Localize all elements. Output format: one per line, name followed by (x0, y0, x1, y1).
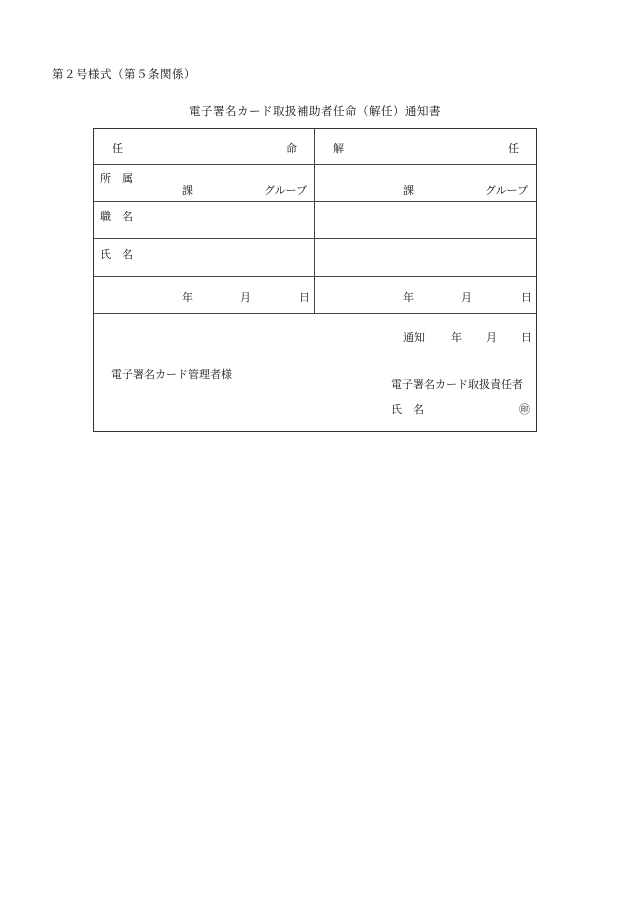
name-row (94, 239, 536, 277)
responsible-person-label: 電子署名カード取扱責任者 (391, 378, 523, 391)
appoint-label-left: 任 (112, 142, 123, 155)
date-appoint-cell[interactable] (94, 277, 315, 313)
document-title: 電子署名カード取扱補助者任命（解任）通知書 (189, 104, 441, 118)
date-dismiss-cell[interactable] (315, 277, 536, 313)
year-label-dismiss: 年 (403, 291, 414, 304)
day-label-appoint: 日 (299, 291, 310, 304)
header-row (94, 129, 536, 165)
day-label-dismiss: 日 (521, 291, 532, 304)
addressee-text: 電子署名カード管理者様 (111, 368, 232, 381)
notice-year-label: 年 (451, 331, 462, 344)
notice-month-label: 月 (486, 331, 497, 344)
month-label-dismiss: 月 (461, 291, 472, 304)
notice-block (94, 314, 536, 431)
date-row (94, 277, 536, 314)
dismiss-header-cell (315, 129, 536, 164)
notification-form-table (93, 128, 537, 432)
position-dismiss-cell[interactable] (315, 202, 536, 238)
name-appoint-cell[interactable] (94, 239, 315, 276)
form-number: 第２号様式（第５条関係） (52, 67, 196, 81)
dismiss-label-right: 任 (508, 142, 519, 155)
year-label-appoint: 年 (182, 291, 193, 304)
position-appoint-cell[interactable] (94, 202, 315, 238)
appoint-header-cell (94, 129, 315, 164)
section-label-dismiss: 課 (403, 184, 414, 197)
affiliation-row (94, 165, 536, 202)
dismiss-label-left: 解 (333, 142, 344, 155)
group-label-dismiss: グループ (485, 184, 529, 197)
appoint-label-right: 命 (286, 142, 297, 155)
section-label-appoint: 課 (182, 184, 193, 197)
affiliation-dismiss-cell[interactable] (315, 165, 536, 201)
notice-name-label: 氏 名 (391, 403, 424, 416)
name-dismiss-cell[interactable] (315, 239, 536, 276)
position-label: 職 名 (100, 210, 133, 223)
notice-label: 通知 (403, 331, 425, 344)
seal-icon: ㊞ (519, 403, 530, 416)
notice-day-label: 日 (521, 331, 532, 344)
affiliation-label: 所 属 (100, 172, 133, 185)
position-row (94, 202, 536, 239)
affiliation-appoint-cell[interactable] (94, 165, 315, 201)
name-label: 氏 名 (100, 248, 133, 261)
month-label-appoint: 月 (240, 291, 251, 304)
group-label-appoint: グループ (264, 184, 308, 197)
